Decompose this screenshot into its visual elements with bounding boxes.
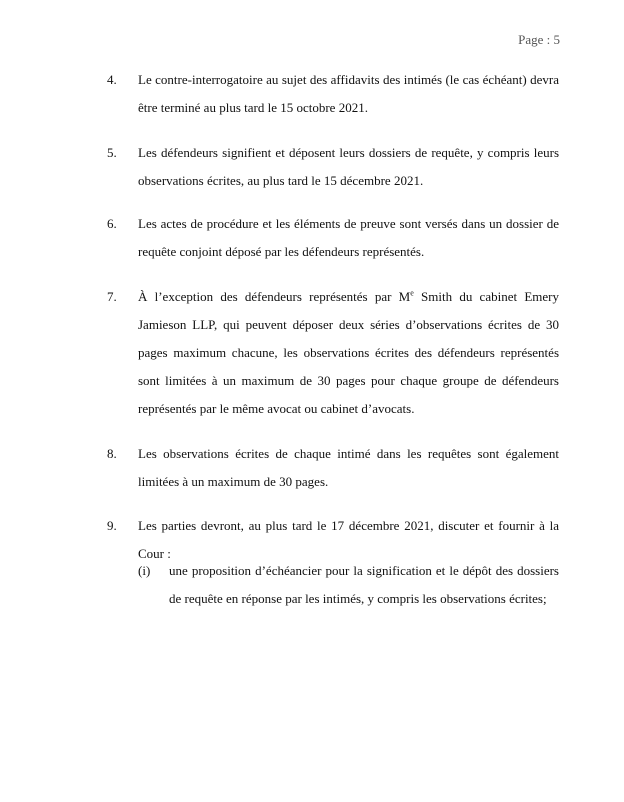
subparagraph-number: (i) bbox=[138, 563, 151, 578]
page-number: Page : 5 bbox=[518, 32, 560, 47]
paragraph-number: 7. bbox=[107, 289, 117, 304]
paragraph-text: Les actes de procédure et les éléments de preuve sont versés dans un dossier de requête conjoint déposé par les défendeurs représentés. bbox=[138, 216, 559, 259]
paragraph-number: 4. bbox=[107, 72, 117, 87]
paragraph-4 bbox=[107, 66, 559, 122]
paragraph-number: 8. bbox=[107, 446, 117, 461]
subparagraph-i bbox=[138, 557, 559, 613]
subparagraph-text: une proposition d’échéancier pour la signification et le dépôt des dossiers de requête en réponse par les intimés, y compris les observations écrites; bbox=[169, 563, 559, 606]
paragraph-text: Les observations écrites de chaque intimé dans les requêtes sont également limitées à un maximum de 30 pages. bbox=[138, 446, 559, 489]
paragraph-7 bbox=[107, 283, 559, 423]
paragraph-number: 6. bbox=[107, 216, 117, 231]
paragraph-text: Les parties devront, au plus tard le 17 décembre 2021, discuter et fournir à la Cour : bbox=[138, 518, 559, 561]
paragraph-text-part: À l’exception des défendeurs représentés par M bbox=[138, 289, 411, 304]
paragraph-number: 9. bbox=[107, 518, 117, 533]
paragraph-text bbox=[138, 283, 559, 423]
paragraph-5 bbox=[107, 139, 559, 195]
paragraph-6 bbox=[107, 210, 559, 266]
paragraph-text: Le contre-interrogatoire au sujet des affidavits des intimés (le cas échéant) devra être terminé au plus tard le 15 octobre 2021. bbox=[138, 72, 559, 115]
paragraph-text-part: Smith du cabinet Emery Jamieson LLP, qui peuvent déposer deux séries d’observations écrites de 30 pages maximum chacune, les observations écrites des défendeurs représentés sont limitées à un maximum de 30 pages pour chaque groupe de défendeurs représentés par le même avocat ou cabinet d’avocats. bbox=[138, 289, 559, 416]
paragraph-number: 5. bbox=[107, 145, 117, 160]
paragraph-8 bbox=[107, 440, 559, 496]
superscript: e bbox=[410, 288, 414, 298]
paragraph-text: Les défendeurs signifient et déposent leurs dossiers de requête, y compris leurs observations écrites, au plus tard le 15 décembre 2021. bbox=[138, 145, 559, 188]
